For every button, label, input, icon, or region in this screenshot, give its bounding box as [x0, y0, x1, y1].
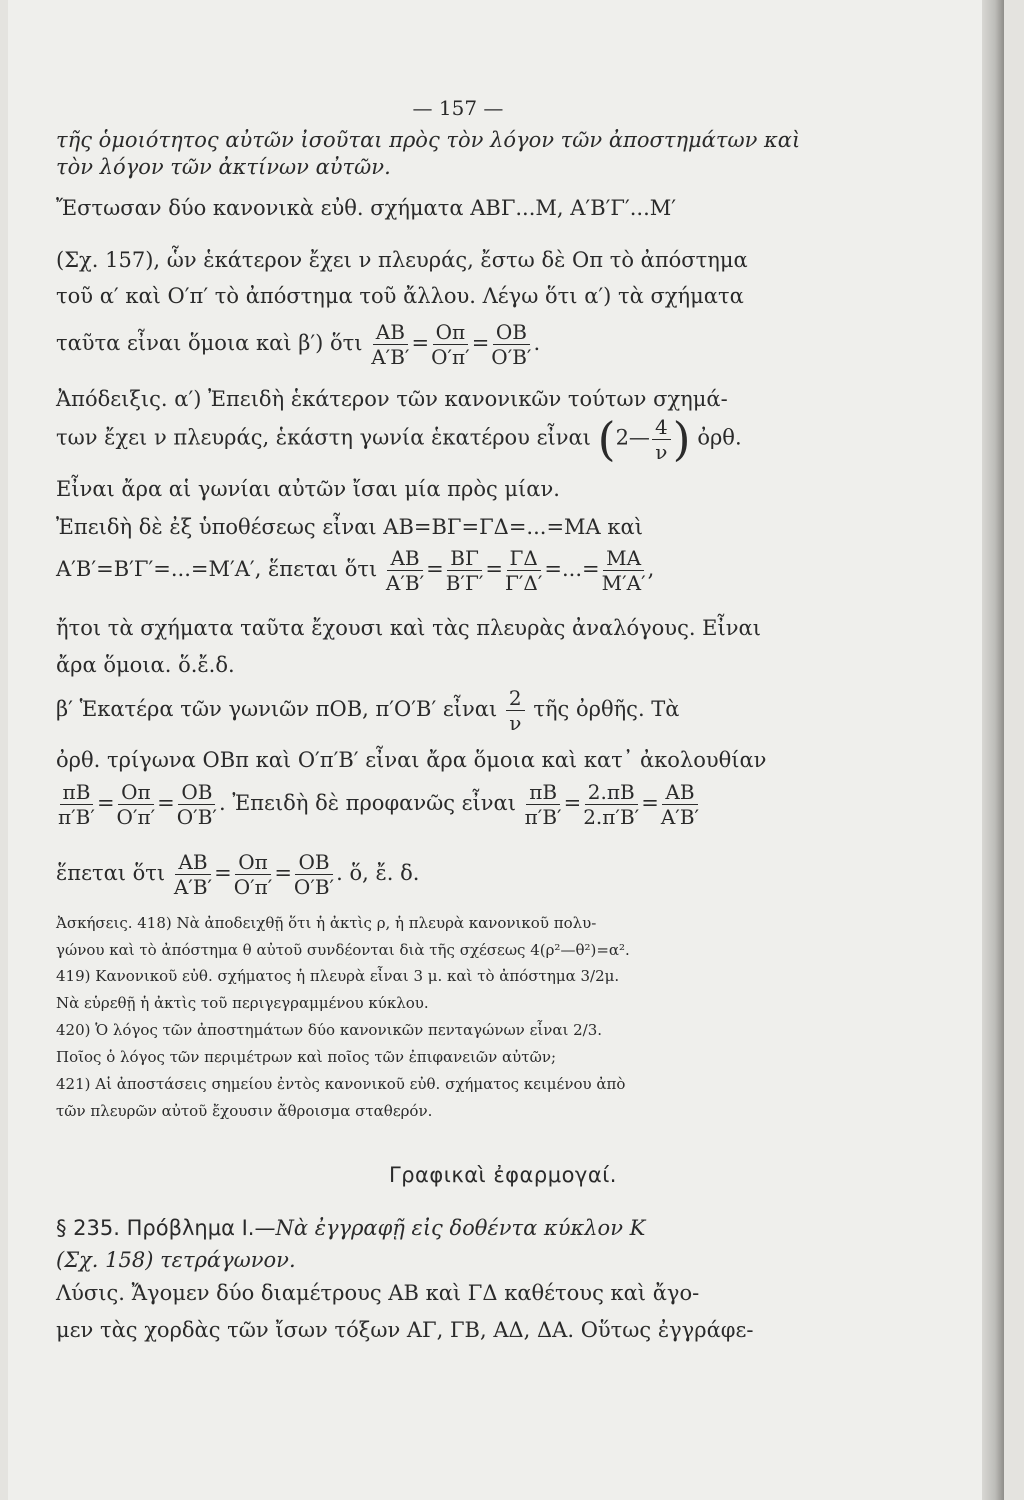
- text-fragment: ταῦτα εἶναι ὅμοια καὶ β′) ὅτι: [56, 331, 363, 355]
- formula-line: β′ Ἑκατέρα τῶν γωνιῶν πΟΒ, π′Ο′Β′ εἶναι $\frac{2}{\nu}$ τῆς ὀρθῆς. Τὰ: [56, 686, 680, 735]
- fraction: $\frac{AB}{A'B'}$: [371, 320, 410, 369]
- exercise-line: 421) Αἱ ἀποστάσεις σημείου ἐντὸς κανονικοῦ εὐθ. σχήματος κειμένου ἀπὸ: [56, 1075, 626, 1093]
- text-line: Εἶναι ἄρα αἱ γωνίαι αὐτῶν ἴσαι μία πρὸς μίαν.: [56, 477, 560, 501]
- page-edge: [982, 0, 1004, 1500]
- fraction: $\frac{2.\pi B}{2.\pi'B'}$: [583, 780, 640, 829]
- text-line: Ἔστωσαν δύο κανονικὰ εὐθ. σχήματα ΑΒΓ...Μ, Α′Β′Γ′...Μ′: [56, 196, 677, 220]
- exercise-line: τῶν πλευρῶν αὐτοῦ ἔχουσιν ἄθροισμα σταθερόν.: [56, 1102, 433, 1120]
- fraction: $\frac{4}{\nu}$: [652, 417, 671, 462]
- exercise-line: 420) Ὁ λόγος τῶν ἀποστημάτων δύο κανονικῶν πενταγώνων εἶναι 2/3.: [56, 1021, 603, 1039]
- text-line: Λύσις. Ἄγομεν δύο διαμέτρους ΑΒ καὶ ΓΔ καθέτους καὶ ἄγο-: [56, 1281, 700, 1305]
- exercise-line: 419) Κανονικοῦ εὐθ. σχήματος ἡ πλευρὰ εἶναι 3 μ. καὶ τὸ ἀπόστημα 3/2μ.: [56, 967, 620, 985]
- text-line: Ἀπόδειξις. α′) Ἐπειδὴ ἑκάτερον τῶν κανονικῶν τούτων σχημά-: [56, 387, 728, 411]
- fraction: $\frac{O\pi}{O'\pi'}$: [431, 320, 470, 369]
- page-number: — 157 —: [412, 96, 504, 120]
- exercise-line: Νὰ εὑρεθῇ ἡ ἀκτὶς τοῦ περιγεγραμμένου κύκλου.: [56, 994, 429, 1012]
- fraction: $\frac{AB}{A'B'}$: [385, 546, 425, 595]
- formula-line: ταῦτα εἶναι ὅμοια καὶ β′) ὅτι $\frac{AB}{A'B'}$ = $\frac{O\pi}{O'\pi'}$ = $\frac{OB}{O'B'}$ .: [56, 320, 541, 369]
- text-line: μεν τὰς χορδὰς τῶν ἴσων τόξων ΑΓ, ΓΒ, ΑΔ, ΔΑ. Οὕτως ἐγγράφε-: [56, 1318, 754, 1342]
- text-line: (Σχ. 158) τετράγωνον.: [56, 1248, 296, 1272]
- text-line: ἤτοι τὰ σχήματα ταῦτα ἔχουσι καὶ τὰς πλευρὰς ἀναλόγους. Εἶναι: [56, 616, 761, 640]
- fraction: $\frac{\Gamma\Delta}{\Gamma'\Delta'}$: [505, 546, 543, 595]
- fraction: $\frac{MA}{M'A'}$: [601, 546, 646, 595]
- fraction: $\frac{OB}{O'B'}$: [491, 320, 532, 369]
- text-line: (Σχ. 157), ὧν ἑκάτερον ἔχει ν πλευράς, ἔστω δὲ Οπ τὸ ἀπόστημα: [56, 248, 748, 272]
- formula-line: ἕπεται ὅτι $\frac{AB}{A'B'}$ = $\frac{O\pi}{O'\pi'}$ = $\frac{OB}{O'B'}$ . ὅ, ἔ. δ.: [56, 850, 420, 899]
- exercise-line: γώνου καὶ τὸ ἀπόστημα θ αὐτοῦ συνδέονται διὰ τῆς σχέσεως 4(ρ²—θ²)=α².: [56, 941, 630, 959]
- text-line: ἄρα ὅμοια. ὅ.ἔ.δ.: [56, 653, 235, 677]
- fraction: $\frac{B\Gamma}{B'\Gamma'}$: [445, 546, 484, 595]
- text-line: § 235. Πρόβλημα Ι.—Νὰ ἐγγραφῇ εἰς δοθέντα κύκλον Κ: [56, 1216, 646, 1240]
- fraction: $\frac{OB}{O'B'}$: [293, 850, 335, 899]
- formula-line: Α′Β′=Β′Γ′=...=Μ′Α′, ἕπεται ὅτι $\frac{AB}{A'B'}$ = $\frac{B\Gamma}{B'\Gamma'}$ = $\frac{\Gamma\Delta}{\Gamma'\Delta'}$ =...= $\frac{MA}{M'A'}$ ,: [56, 546, 655, 595]
- fraction: $\frac{O\pi}{O'\pi'}$: [116, 780, 156, 829]
- fraction: $\frac{OB}{O'B'}$: [176, 780, 217, 829]
- exercise-line: Ἀσκήσεις. 418) Νὰ ἀποδειχθῇ ὅτι ἡ ἀκτὶς ρ, ἡ πλευρὰ κανονικοῦ πολυ-: [56, 914, 597, 932]
- formula-line: των ἔχει ν πλευράς, ἑκάστη γωνία ἑκατέρου εἶναι (2— $\frac{4}{\nu}$ ) ὀρθ.: [56, 412, 742, 466]
- fraction: $\frac{O\pi}{O'\pi'}$: [233, 850, 273, 899]
- text-line: τῆς ὁμοιότητος αὐτῶν ἰσοῦται πρὸς τὸν λόγον τῶν ἀποστημάτων καὶ: [56, 128, 801, 152]
- book-page: [8, 0, 1004, 1500]
- fraction: $\frac{\pi B}{\pi'B'}$: [58, 780, 95, 829]
- fraction: $\frac{\pi B}{\pi'B'}$: [524, 780, 562, 829]
- formula-line: $\frac{\pi B}{\pi'B'}$ = $\frac{O\pi}{O'\pi'}$ = $\frac{OB}{O'B'}$ . Ἐπειδὴ δὲ προφανῶς εἶναι $\frac{\pi B}{\pi'B'}$ = $\frac{2.\pi B}{2.\pi'B'}$ = $\frac{AB}{A'B'}$: [58, 780, 700, 829]
- text-line: Ἐπειδὴ δὲ ἐξ ὑποθέσεως εἶναι ΑΒ=ΒΓ=ΓΔ=...=ΜΑ καὶ: [56, 515, 643, 539]
- section-heading: Γραφικαὶ ἐφαρμογαί.: [389, 1163, 617, 1187]
- fraction: $\frac{2}{\nu}$: [506, 688, 525, 733]
- exercise-line: Ποῖος ὁ λόγος τῶν περιμέτρων καὶ ποῖος τῶν ἐπιφανειῶν αὐτῶν;: [56, 1048, 556, 1066]
- text-line: τὸν λόγον τῶν ἀκτίνων αὐτῶν.: [56, 155, 391, 179]
- text-line: τοῦ α′ καὶ Ο′π′ τὸ ἀπόστημα τοῦ ἄλλου. Λέγω ὅτι α′) τὰ σχήματα: [56, 284, 744, 308]
- fraction: $\frac{AB}{A'B'}$: [173, 850, 213, 899]
- text-line: ὀρθ. τρίγωνα ΟΒπ καὶ Ο′π′Β′ εἶναι ἄρα ὅμοια καὶ κατ᾽ ἀκολουθίαν: [56, 748, 767, 772]
- fraction: $\frac{AB}{A'B'}$: [660, 780, 700, 829]
